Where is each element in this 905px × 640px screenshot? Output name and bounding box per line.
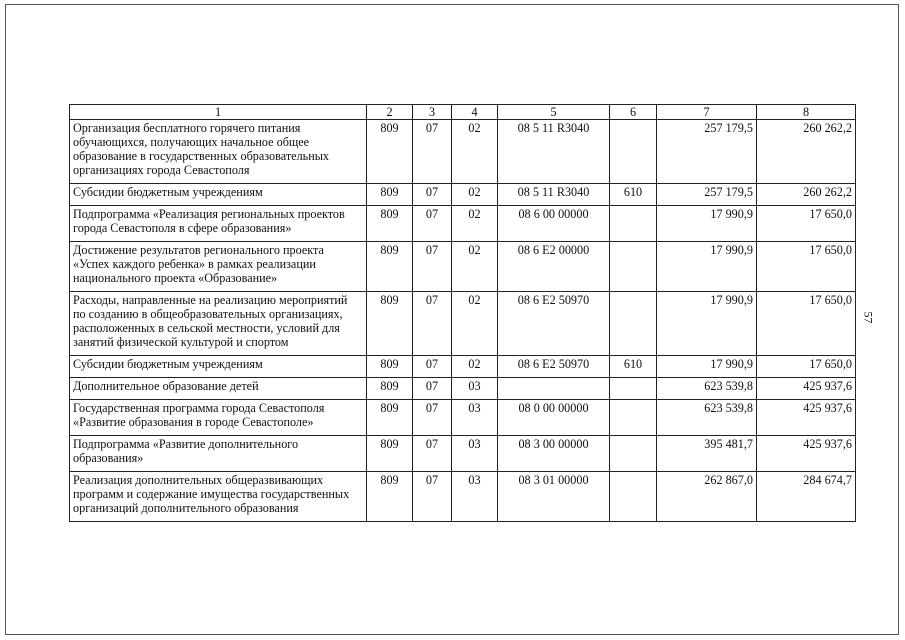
row-ministry-code: 809	[367, 472, 413, 522]
row-amount-2: 425 937,6	[757, 436, 856, 472]
row-expense-type: 610	[610, 356, 657, 378]
row-target-article: 08 3 00 00000	[498, 436, 610, 472]
row-subsection: 02	[452, 206, 498, 242]
row-ministry-code: 809	[367, 120, 413, 184]
row-name: Реализация дополнительных общеразвивающих программ и содержание имущества государственных организаций дополнительного образования	[70, 472, 367, 522]
row-subsection: 02	[452, 292, 498, 356]
row-expense-type: 610	[610, 184, 657, 206]
row-amount-2: 260 262,2	[757, 120, 856, 184]
row-target-article	[498, 378, 610, 400]
table-row	[70, 292, 856, 356]
row-target-article: 08 3 01 00000	[498, 472, 610, 522]
row-section: 07	[413, 184, 452, 206]
row-amount-1: 395 481,7	[657, 436, 757, 472]
row-amount-1: 262 867,0	[657, 472, 757, 522]
row-ministry-code: 809	[367, 242, 413, 292]
row-amount-2: 17 650,0	[757, 292, 856, 356]
row-amount-1: 17 990,9	[657, 206, 757, 242]
row-target-article: 08 6 00 00000	[498, 206, 610, 242]
row-subsection: 02	[452, 184, 498, 206]
budget-table	[69, 104, 856, 522]
row-section: 07	[413, 206, 452, 242]
header-cell: 4	[452, 105, 498, 120]
row-subsection: 03	[452, 378, 498, 400]
row-amount-1: 17 990,9	[657, 292, 757, 356]
row-section: 07	[413, 120, 452, 184]
table-row	[70, 356, 856, 378]
row-name: Государственная программа города Севастополя «Развитие образования в городе Севастополе»	[70, 400, 367, 436]
row-amount-2: 17 650,0	[757, 206, 856, 242]
row-name: Организация бесплатного горячего питания обучающихся, получающих начальное общее образование в государственных образовательных организациях города Севастополя	[70, 120, 367, 184]
row-amount-1: 17 990,9	[657, 242, 757, 292]
table-row	[70, 436, 856, 472]
table-row	[70, 378, 856, 400]
table-row	[70, 120, 856, 184]
header-cell: 2	[367, 105, 413, 120]
header-cell: 1	[70, 105, 367, 120]
header-cell: 7	[657, 105, 757, 120]
row-section: 07	[413, 356, 452, 378]
row-ministry-code: 809	[367, 206, 413, 242]
row-target-article: 08 6 E2 50970	[498, 292, 610, 356]
row-amount-2: 260 262,2	[757, 184, 856, 206]
row-ministry-code: 809	[367, 292, 413, 356]
header-cell: 5	[498, 105, 610, 120]
row-amount-1: 623 539,8	[657, 400, 757, 436]
row-target-article: 08 6 E2 00000	[498, 242, 610, 292]
row-section: 07	[413, 242, 452, 292]
row-ministry-code: 809	[367, 378, 413, 400]
row-subsection: 03	[452, 436, 498, 472]
row-amount-2: 425 937,6	[757, 400, 856, 436]
table-row	[70, 184, 856, 206]
row-amount-1: 257 179,5	[657, 120, 757, 184]
row-amount-2: 425 937,6	[757, 378, 856, 400]
table-row	[70, 472, 856, 522]
row-expense-type	[610, 400, 657, 436]
row-amount-2: 284 674,7	[757, 472, 856, 522]
header-cell: 8	[757, 105, 856, 120]
row-amount-2: 17 650,0	[757, 242, 856, 292]
page-number: 57	[861, 311, 876, 324]
row-subsection: 02	[452, 242, 498, 292]
row-target-article: 08 5 11 R3040	[498, 120, 610, 184]
header-cell: 3	[413, 105, 452, 120]
row-ministry-code: 809	[367, 436, 413, 472]
header-row	[70, 105, 856, 120]
row-name: Расходы, направленные на реализацию мероприятий по созданию в общеобразовательных организациях, расположенных в сельской местности, условий для занятий физической культурой и спортом	[70, 292, 367, 356]
row-amount-2: 17 650,0	[757, 356, 856, 378]
row-name: Достижение результатов регионального проекта «Успех каждого ребенка» в рамках реализации национального проекта «Образование»	[70, 242, 367, 292]
row-amount-1: 623 539,8	[657, 378, 757, 400]
row-section: 07	[413, 400, 452, 436]
table-row	[70, 400, 856, 436]
row-section: 07	[413, 292, 452, 356]
header-cell: 6	[610, 105, 657, 120]
row-target-article: 08 0 00 00000	[498, 400, 610, 436]
row-amount-1: 17 990,9	[657, 356, 757, 378]
row-name: Дополнительное образование детей	[70, 378, 367, 400]
row-target-article: 08 5 11 R3040	[498, 184, 610, 206]
row-section: 07	[413, 378, 452, 400]
row-subsection: 02	[452, 356, 498, 378]
row-name: Субсидии бюджетным учреждениям	[70, 184, 367, 206]
table-row	[70, 242, 856, 292]
row-subsection: 03	[452, 400, 498, 436]
row-ministry-code: 809	[367, 184, 413, 206]
row-expense-type	[610, 378, 657, 400]
row-expense-type	[610, 242, 657, 292]
row-target-article: 08 6 E2 50970	[498, 356, 610, 378]
row-section: 07	[413, 472, 452, 522]
row-name: Субсидии бюджетным учреждениям	[70, 356, 367, 378]
table-row	[70, 206, 856, 242]
row-section: 07	[413, 436, 452, 472]
row-amount-1: 257 179,5	[657, 184, 757, 206]
row-name: Подпрограмма «Реализация региональных проектов города Севастополя в сфере образования»	[70, 206, 367, 242]
row-name: Подпрограмма «Развитие дополнительного образования»	[70, 436, 367, 472]
row-subsection: 03	[452, 472, 498, 522]
row-expense-type	[610, 436, 657, 472]
row-expense-type	[610, 472, 657, 522]
row-ministry-code: 809	[367, 400, 413, 436]
row-expense-type	[610, 120, 657, 184]
row-expense-type	[610, 292, 657, 356]
row-ministry-code: 809	[367, 356, 413, 378]
row-subsection: 02	[452, 120, 498, 184]
row-expense-type	[610, 206, 657, 242]
